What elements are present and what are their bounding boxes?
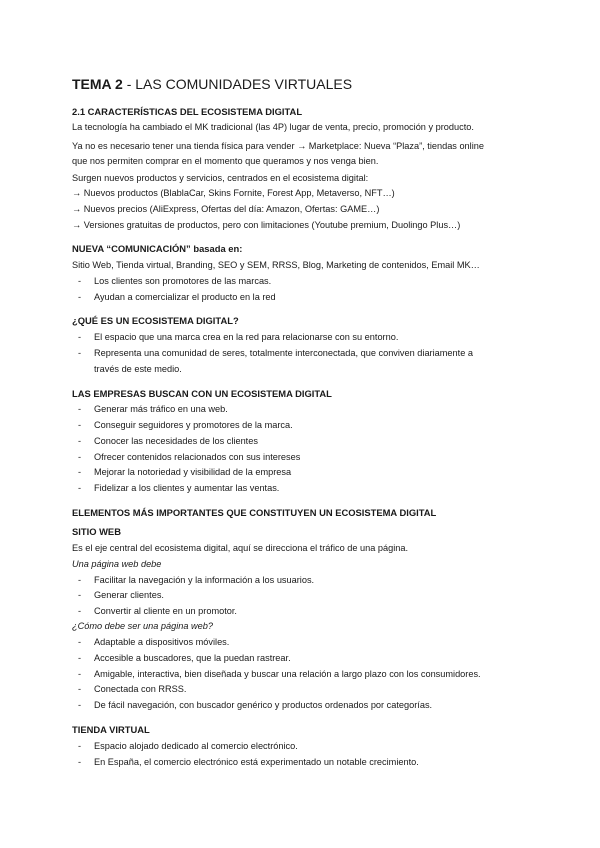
arrow-item: → Nuevos precios (AliExpress, Ofertas del día: Amazon, Ofertas: GAME…) bbox=[72, 204, 380, 214]
document-title: TEMA 2 - LAS COMUNIDADES VIRTUALES bbox=[72, 76, 353, 92]
document-page: TEMA 2 - LAS COMUNIDADES VIRTUALES 2.1 CARACTERÍSTICAS DEL ECOSISTEMA DIGITAL La tecnología ha cambiado el MK tradicional (las 4P) lugar de venta, precio, promoción y producto. Ya no es necesario tener una tienda física para vender → Marketplace: Nueva “Plaza”, tiendas online que nos permiten comprar en el momento que queramos y nos venga bien. Surgen nuevos productos y servicios, centrados en el ecosistema digital: → Nuevos productos (BlablaCar, Skins Fornite, Forest App, Metaverso, NFT…) → Nuevos precios (AliExpress, Ofertas del día: Amazon, Ofertas: GAME…) → Versiones gratuitas de productos, pero con limitaciones (Youtube premium, Duolingo Plus…) NUEVA “COMUNICACIÓN” basada en: Sitio Web, Tienda virtual, Branding, SEO y SEM, RRSS, Blog, Marketing de contenidos, Email MK… - Los clientes son promotores de las marcas. - Ayudan a comercializar el producto en la red ¿QUÉ ES UN ECOSISTEMA DIGITAL? - El espacio que una marca crea en la red para relacionarse con su entorno. - Representa una comunidad de seres, totalmente interconectada, que conviven diariamente a través de este medio. LAS EMPRESAS BUSCAN CON UN ECOSISTEMA DIGITAL - Generar más tráfico en una web. - Conseguir seguidores y promotores de la marca. - Conocer las necesidades de los clientes - Ofrecer contenidos relacionados con sus intereses - Mejorar la notoriedad y visibilidad de la empresa - Fidelizar a los clientes y aumentar las ventas. ELEMENTOS MÁS IMPORTANTES QUE CONSTITUYEN UN ECOSISTEMA DIGITAL SITIO WEB Es el eje central del ecosistema digital, aquí se direcciona el tráfico de una página. Una página web debe - Facilitar la navegación y la información a los usuarios. - Generar clientes. - Convertir al cliente en un promotor. ¿Cómo debe ser una página web? - Adaptable a dispositivos móviles. - Accesible a buscadores, que la puedan rastrear. - Amigable, interactiva, bien diseñada y buscar una relación a largo plazo con los consumidores. - Conectada con RRSS. - De fácil navegación, con buscador genérico y productos ordenados por categorías. TIENDA VIRTUAL - Espacio alojado dedicado al comercio electrónico. - En España, el comercio electrónico está experimentado un notable crecimiento. bbox=[72, 76, 484, 767]
section-heading: NUEVA “COMUNICACIÓN” basada en: bbox=[72, 243, 243, 254]
arrow-item: → Nuevos productos (BlablaCar, Skins Fornite, Forest App, Metaverso, NFT…) bbox=[72, 188, 395, 198]
paragraph: Es el eje central del ecosistema digital, aquí se direcciona el tráfico de una página. bbox=[72, 543, 409, 553]
paragraph: que nos permiten comprar en el momento que queramos y nos venga bien. bbox=[72, 156, 379, 166]
subsection-heading: SITIO WEB bbox=[72, 526, 121, 537]
paragraph: Sitio Web, Tienda virtual, Branding, SEO y SEM, RRSS, Blog, Marketing de contenidos, Email MK… bbox=[72, 260, 480, 270]
paragraph: Surgen nuevos productos y servicios, centrados en el ecosistema digital: bbox=[72, 173, 369, 183]
subsection-heading: TIENDA VIRTUAL bbox=[72, 724, 150, 735]
list-item-continuation: través de este medio. bbox=[94, 364, 182, 374]
paragraph: Ya no es necesario tener una tienda física para vender → Marketplace: Nueva “Plaza”, tiendas online bbox=[72, 141, 484, 151]
section-heading: LAS EMPRESAS BUSCAN CON UN ECOSISTEMA DIGITAL bbox=[72, 388, 332, 399]
arrow-item: → Versiones gratuitas de productos, pero con limitaciones (Youtube premium, Duolingo Plus…) bbox=[72, 220, 461, 230]
paragraph: La tecnología ha cambiado el MK tradicional (las 4P) lugar de venta, precio, promoción y producto. bbox=[72, 122, 474, 132]
italic-label: ¿Cómo debe ser una página web? bbox=[72, 621, 213, 631]
section-heading: ELEMENTOS MÁS IMPORTANTES QUE CONSTITUYEN UN ECOSISTEMA DIGITAL bbox=[72, 507, 437, 518]
italic-label: Una página web debe bbox=[72, 559, 162, 569]
section-heading: ¿QUÉ ES UN ECOSISTEMA DIGITAL? bbox=[72, 315, 239, 326]
section-heading: 2.1 CARACTERÍSTICAS DEL ECOSISTEMA DIGITAL bbox=[72, 106, 303, 117]
